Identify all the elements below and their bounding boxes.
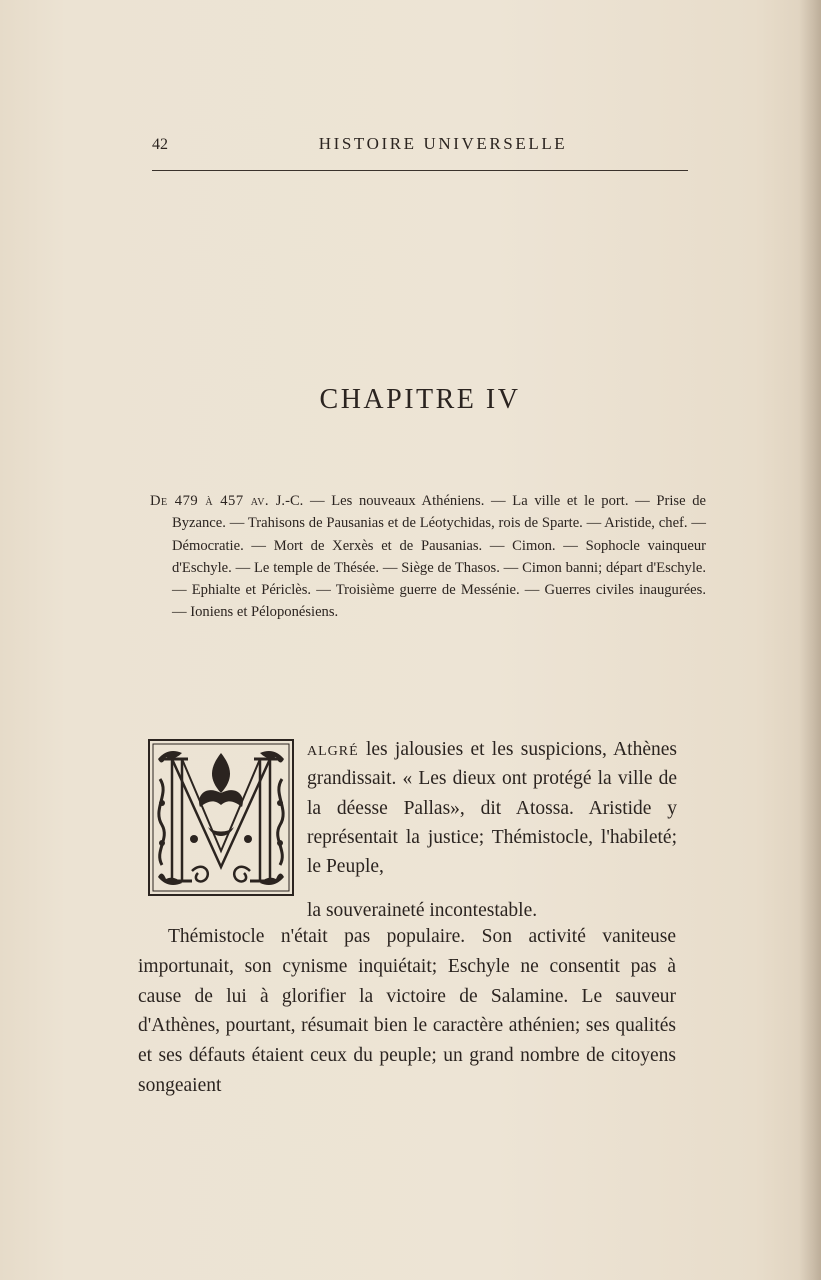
- running-title: HISTOIRE UNIVERSELLE: [318, 134, 568, 153]
- ornamental-drop-cap: [148, 739, 294, 896]
- first-paragraph-last-line: la souveraineté incontestable.: [307, 900, 538, 921]
- page-edge-shadow: [799, 0, 821, 1280]
- summary-date-range: De 479 à 457 av.: [150, 493, 270, 509]
- summary-text: J.-C. — Les nouveaux Athéniens. — La ville et le port. — Prise de Byzance. — Trahisons de Pausanias et de Léotychidas, rois de Sparte. — Aristide, chef. — Démocratie. — Mort de Xerxès et de Pausanias. — Cimon. — Sophocle vainqueur d'Eschyle. — Le temple de Thésée. — Siège de Thasos. — Cimon banni; départ d'Eschyle. — Ephialte et Périclès. — Troisième guerre de Messénie. — Guerres civiles inaugurées. — Ioniens et Péloponésiens.: [172, 493, 706, 621]
- header-rule: [152, 170, 688, 171]
- first-paragraph-text: les jalousies et les suspicions, Athènes grandissait. « Les dieux ont protégé la ville de la déesse Pallas», dit Atossa. Aristide y représentait la justice; Thémistocle, l'habileté; le Peuple,: [307, 739, 677, 878]
- running-header: [152, 134, 688, 158]
- chapter-title: CHAPITRE IV: [319, 384, 521, 415]
- first-paragraph: [307, 735, 677, 881]
- page-number: 42: [152, 136, 168, 153]
- chapter-summary: [150, 490, 706, 624]
- second-paragraph: Thémistocle n'était pas populaire. Son activité vaniteuse importunait, son cynisme inquiétait; Eschyle ne consentit pas à cause de lui à glorifier la victoire de Salamine. Le sauveur d'Athènes, pourtant, résumait bien le caractère athénien; ses qualités et ses défauts étaient ceux du peuple; un grand nombre de citoyens songeaient: [138, 926, 676, 1096]
- drop-cap-ornament-icon: [148, 739, 294, 896]
- first-word-continuation: algré: [307, 739, 359, 760]
